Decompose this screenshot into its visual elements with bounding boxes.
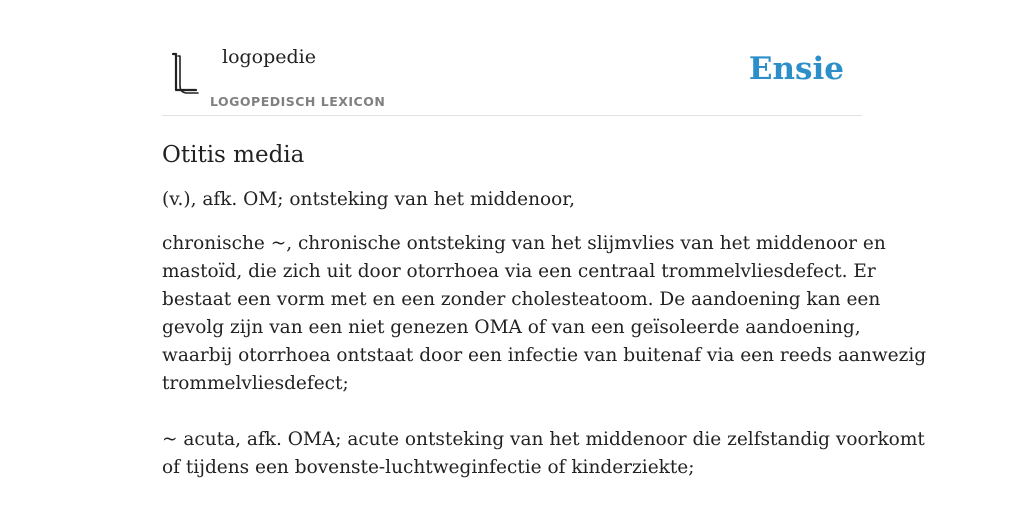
- definition-line: mastoïd, die zich uit door otorrhoea via een centraal trommelvliesdefect. Er: [162, 261, 876, 282]
- entry-content: [162, 116, 927, 482]
- site-subtitle: LOGOPEDISCH LEXICON: [210, 94, 386, 109]
- site-name[interactable]: logopedie: [222, 46, 317, 68]
- paragraph-spacer: [162, 398, 862, 426]
- definition-line: gevolg zijn van een niet genezen OMA of van een geïsoleerde aandoening,: [162, 317, 861, 338]
- entry-intro: (v.), afk. OM; ontsteking van het middenoor,: [162, 189, 575, 210]
- definition-line: waarbij otorrhoea ontstaat door een infectie van buitenaf via een reeds aanwezig: [162, 345, 927, 366]
- definition-line: chronische ~, chronische ontsteking van het slijmvlies van het middenoor en: [162, 233, 886, 254]
- ensie-brand-logo[interactable]: Ensie: [748, 51, 844, 87]
- page: [162, 0, 927, 482]
- definition-chronic: [162, 230, 927, 482]
- definition-line: ~ acuta, afk. OMA; acute ontsteking van het middenoor die zelfstandig voorkomt: [162, 429, 925, 450]
- letter-l-logo-icon[interactable]: [166, 46, 206, 102]
- definition-line: trommelvliesdefect;: [162, 373, 349, 394]
- entry-title: Otitis media: [162, 142, 305, 168]
- site-header: [162, 0, 862, 116]
- definition-line: bestaat een vorm met en een zonder cholesteatoom. De aandoening kan een: [162, 289, 881, 310]
- definition-line: of tijdens een bovenste-luchtweginfectie of kinderziekte;: [162, 457, 695, 478]
